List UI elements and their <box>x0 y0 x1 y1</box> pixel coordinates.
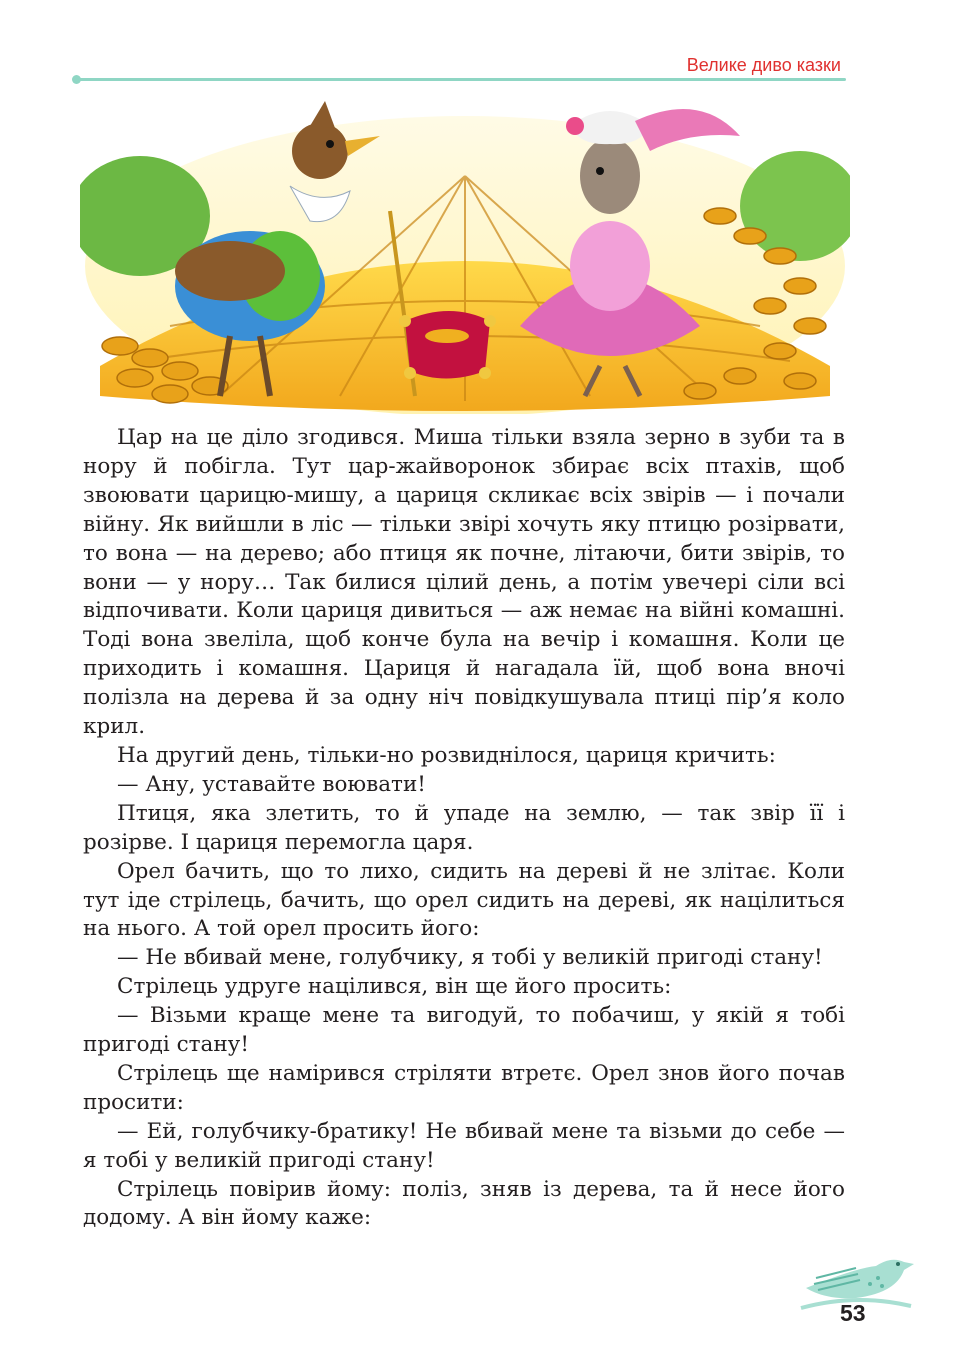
story-paragraph: — Ану, уставайте воювати! <box>117 771 426 797</box>
header-title: Велике диво казки <box>686 55 841 75</box>
header-rule <box>78 78 846 81</box>
page-number: 53 <box>840 1300 866 1326</box>
story-paragraph: Стрілець повірив йому: поліз, зняв із дерева, та й несе його додому. А він йому каже: <box>83 1176 845 1231</box>
story-text <box>83 424 845 1233</box>
story-paragraph: Птиця, яка злетить, то й упаде на землю, — так звір її і розірве. І цариця перемогла царя. <box>83 800 845 855</box>
story-paragraph: Цар на це діло згодився. Миша тільки взяла зерно в зуби та в нору й побігла. Тут цар-жайворонок збирає всіх птахів, щоб звоювати царицю-мишу, а цариця скликає всіх звірів — і почали війну. Як вийшли в ліс — тільки звірі хочуть яку птицю розірвати, то вона — на дерево; або птиця як почне, літаючи, бити звірів, то вони — у нору… Так билися цілий день, а потім увечері сіли всі відпочивати. Коли цариця дивиться — аж немає на війні комашні. Тоді вона звеліла, щоб конче була на вечір і комашня. Коли це приходить і комашня. Цариця й нагадала їй, щоб вона вночі полізла на дерева й за одну ніч повідкушувала птиці пір’я коло крил. <box>83 425 845 740</box>
story-paragraph: На другий день, тільки-но розвиднілося, цариця кричить: <box>117 742 776 768</box>
cushion-icon <box>399 311 496 379</box>
story-paragraph: — Ей, голубчику-братику! Не вбивай мене та візьми до себе — я тобі у великій пригоді стану! <box>83 1118 845 1173</box>
story-paragraph: Стрілець удруге націлився, він ще його просить: <box>117 974 672 1000</box>
illustration <box>80 96 850 414</box>
story-paragraph: — Не вбивай мене, голубчику, я тобі у великій пригоді стану! <box>117 945 823 971</box>
story-paragraph: Орел бачить, що то лихо, сидить на дереві й не злітає. Коли тут іде стрілець, бачить, що орел сидить на дереві, як націлиться на нього. А той орел просить його: <box>83 858 845 942</box>
story-paragraph: — Візьми краще мене та вигодуй, то побачиш, у якій я тобі пригоді стану! <box>83 1003 845 1058</box>
story-paragraph: Стрілець ще намірився стріляти втретє. Орел знов його почав просити: <box>83 1060 845 1115</box>
